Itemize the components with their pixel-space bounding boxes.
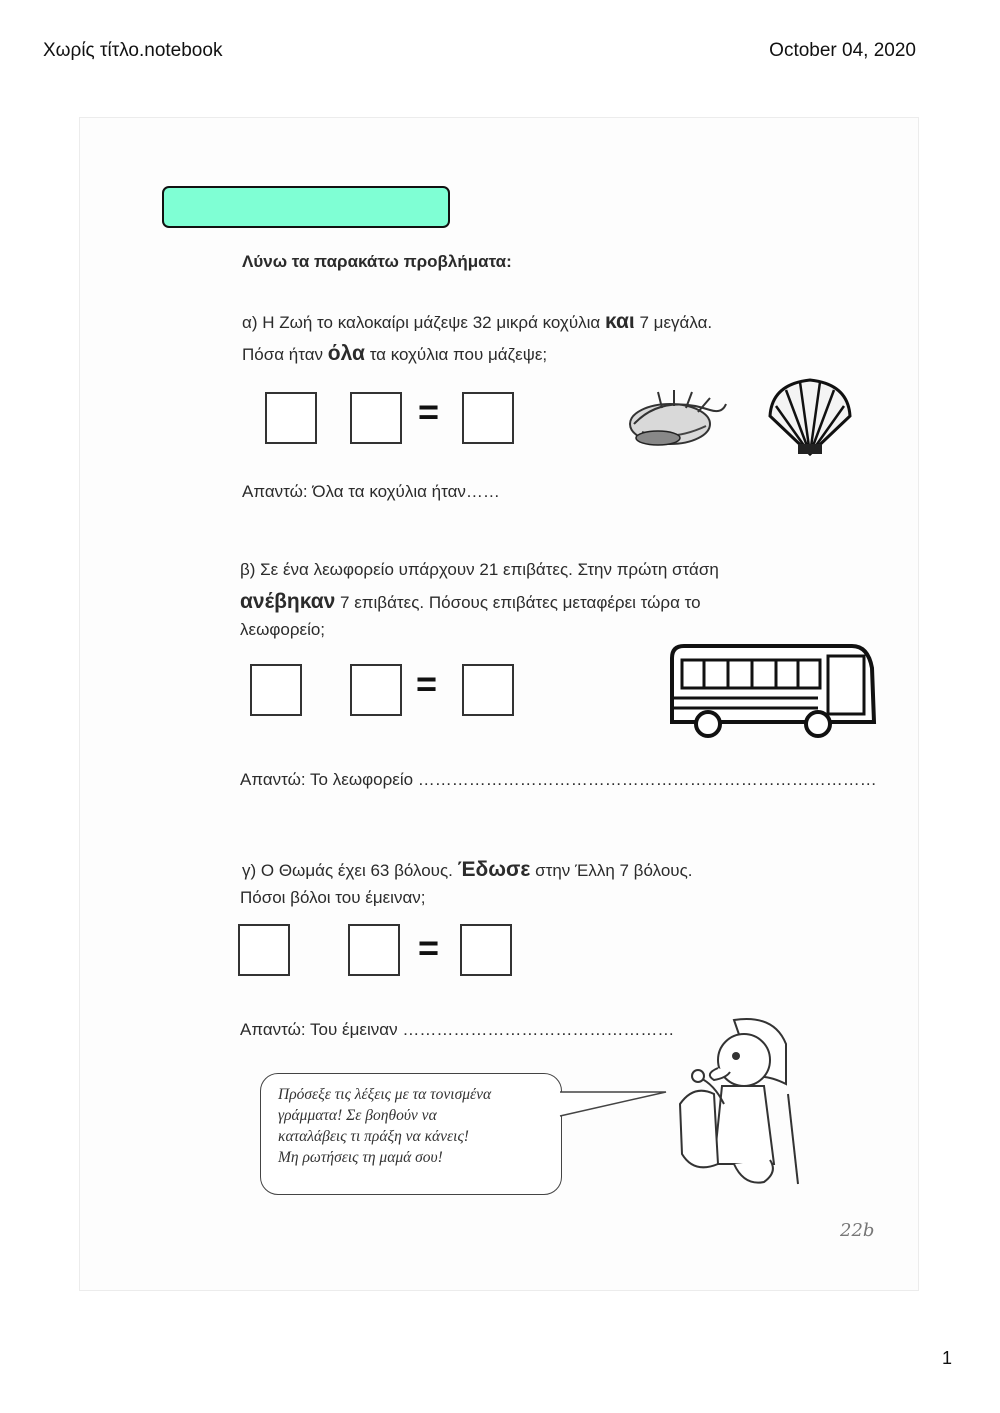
problem-c-keyword: Έδωσε bbox=[457, 858, 531, 881]
problem-c-equals-sign: = bbox=[418, 927, 440, 968]
duck-character-illustration bbox=[674, 1014, 802, 1194]
problem-a-equals-sign: = bbox=[418, 391, 440, 432]
speech-bubble-tail bbox=[554, 1086, 672, 1126]
problem-b-answer: Απαντώ: Το λεωφορείο ……………………………………………………………………… bbox=[240, 770, 877, 789]
page-number: 1 bbox=[941, 1348, 952, 1368]
problem-a-line1: α) Η Ζωή το καλοκαίρι μάζεψε 32 μικρά κοχύλια και 7 μεγάλα. bbox=[242, 310, 713, 333]
speech-bubble-text: Πρόσεξε τις λέξεις με τα τονισμένα γράμματα! Σε βοηθούν να καταλάβεις τι πράξη να κάνεις! Μη ρωτήσεις τη μαμά σου! bbox=[278, 1086, 492, 1166]
problem-c-number-box-1[interactable] bbox=[238, 924, 290, 976]
problem-c-result-box[interactable] bbox=[460, 924, 512, 976]
problem-b-number-box-2[interactable] bbox=[350, 664, 402, 716]
problem-a-result-box[interactable] bbox=[462, 392, 514, 444]
spiral-shell-icon bbox=[622, 384, 734, 454]
name-label-box bbox=[162, 186, 450, 228]
problem-b-line2: ανέβηκαν 7 επιβάτες. Πόσους επιβάτες μεταφέρει τώρα το bbox=[240, 590, 701, 613]
problem-c-line2: Πόσοι βόλοι του έμειναν; bbox=[240, 888, 426, 907]
scallop-shell-icon bbox=[764, 376, 856, 458]
instruction-heading: Λύνω τα παρακάτω προβλήματα: bbox=[242, 252, 512, 271]
problem-a-keyword: και bbox=[604, 310, 635, 333]
document-title: Χωρίς τίτλο.notebook bbox=[43, 40, 223, 61]
problem-b-equals-sign: = bbox=[416, 663, 438, 704]
problem-b-line3: λεωφορείο; bbox=[240, 620, 326, 639]
problem-a-line2: Πόσα ήταν όλα τα κοχύλια που μάζεψε; bbox=[242, 342, 548, 365]
problem-b-number-box-1[interactable] bbox=[250, 664, 302, 716]
problem-a-keyword-2: όλα bbox=[327, 342, 365, 365]
problem-b-result-box[interactable] bbox=[462, 664, 514, 716]
problem-c-line1: γ) Ο Θωμάς έχει 63 βόλους. Έδωσε στην Έλλη 7 βόλους. bbox=[242, 858, 693, 881]
worksheet-page bbox=[80, 118, 918, 1290]
problem-c-answer: Απαντώ: Του έμειναν ………………………………………… bbox=[240, 1020, 675, 1039]
problem-b-keyword: ανέβηκαν bbox=[240, 590, 336, 613]
problem-b-line1: β) Σε ένα λεωφορείο υπάρχουν 21 επιβάτες. Στην πρώτη στάση bbox=[240, 560, 719, 579]
handwritten-note: 22b bbox=[840, 1220, 875, 1241]
document-date: October 04, 2020 bbox=[769, 40, 916, 61]
problem-a-answer: Απαντώ: Όλα τα κοχύλια ήταν…… bbox=[242, 482, 500, 501]
problem-a-number-box-1[interactable] bbox=[265, 392, 317, 444]
bus-icon bbox=[668, 638, 878, 742]
problem-a-number-box-2[interactable] bbox=[350, 392, 402, 444]
problem-c-number-box-2[interactable] bbox=[348, 924, 400, 976]
